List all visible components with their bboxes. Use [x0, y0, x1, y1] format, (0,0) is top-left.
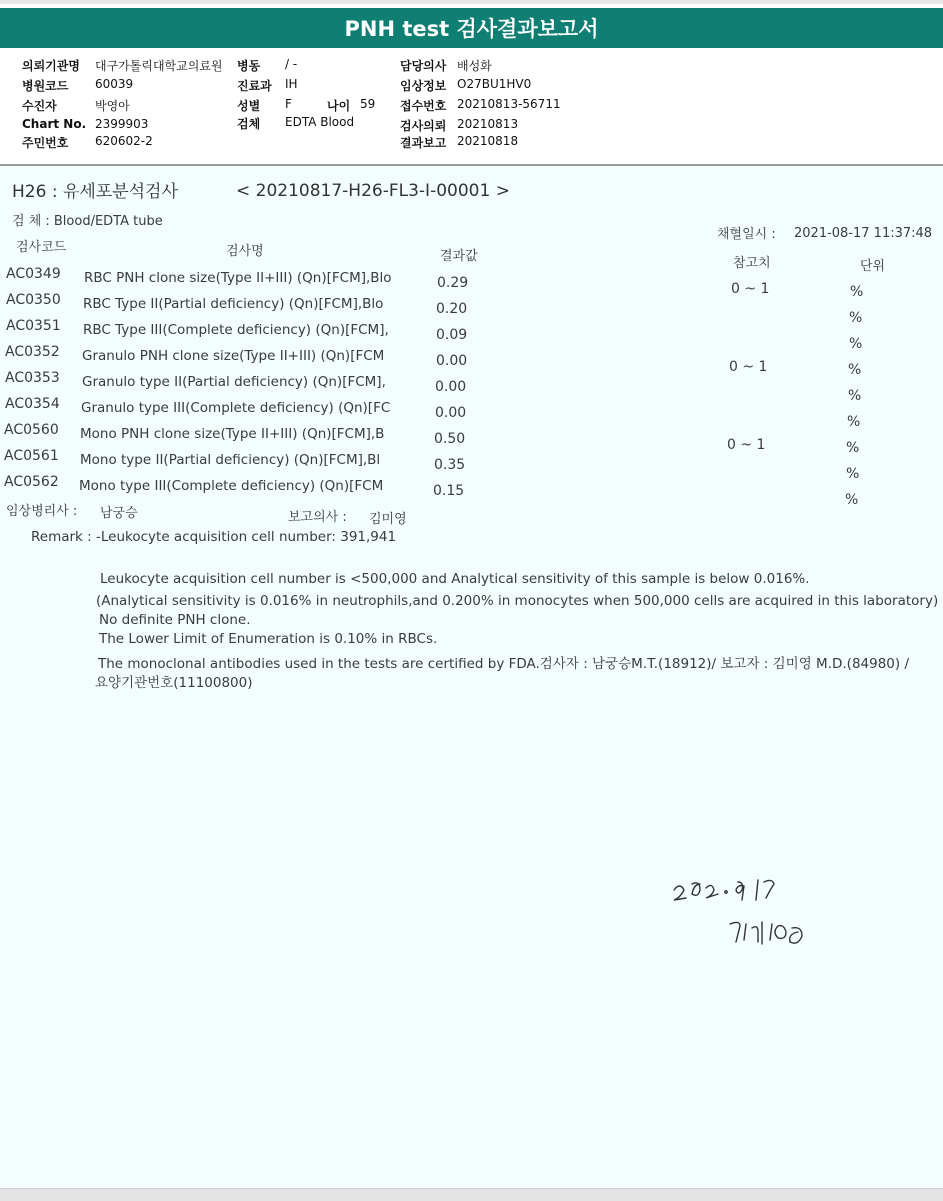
row-ref: 0 ~ 1	[731, 281, 770, 297]
row-result: 0.29	[437, 275, 469, 291]
row-name: RBC Type III(Complete deficiency) (Qn)[FCM],	[83, 322, 389, 338]
age-value: 59	[360, 97, 376, 111]
patient-info-panel	[0, 48, 943, 166]
row-ref: 0 ~ 1	[729, 359, 768, 375]
row-code: AC0353	[5, 370, 60, 386]
code-value: 60039	[95, 77, 134, 91]
age-label: 나이	[327, 99, 351, 113]
sex-label: 성별	[237, 99, 261, 113]
ward-label: 병동	[237, 59, 261, 73]
note-line: (Analytical sensitivity is 0.016% in neutrophils,and 0.200% in monocytes when 500,000 cells are acquired in this laboratory)	[96, 593, 939, 609]
report-number: < 20210817-H26-FL3-I-00001 >	[236, 181, 510, 201]
request-value: 20210813	[457, 117, 519, 131]
note-line: The Lower Limit of Enumeration is 0.10% in RBCs.	[99, 631, 438, 647]
report-date-value: 20210818	[457, 134, 519, 148]
receipt-value: 20210813-56711	[457, 97, 561, 111]
chart-label: Chart No.	[22, 117, 87, 131]
row-unit: %	[846, 466, 860, 482]
name-value: 박영아	[95, 99, 130, 113]
id-label: 주민번호	[22, 136, 69, 150]
row-code: AC0354	[5, 396, 60, 412]
row-name: RBC PNH clone size(Type II+III) (Qn)[FCM],Blo	[84, 270, 392, 286]
row-name: Mono type III(Complete deficiency) (Qn)[FCM	[79, 478, 384, 494]
row-result: 0.09	[436, 327, 468, 343]
specimen-label: 검체	[237, 117, 261, 131]
row-code: AC0349	[6, 266, 61, 282]
request-label: 검사의뢰	[400, 119, 447, 133]
row-code: AC0351	[6, 318, 61, 334]
row-unit: %	[845, 492, 859, 508]
pathologist-name: 남궁승	[100, 506, 138, 521]
doctor-value: 배성화	[457, 59, 492, 73]
row-code: AC0560	[4, 422, 59, 438]
clinical-value: O27BU1HV0	[457, 77, 532, 91]
sex-value: F	[285, 97, 292, 111]
note-line: The monoclonal antibodies used in the tests are certified by FDA.검사자 : 남궁승M.T.(18912)/ 보고자 : 김미영 M.D.(84980) /	[98, 656, 909, 672]
test-group-heading: H26 : 유세포분석검사	[12, 182, 178, 202]
row-result: 0.00	[435, 405, 467, 421]
row-name: RBC Type II(Partial deficiency) (Qn)[FCM],Blo	[83, 296, 384, 312]
receipt-label: 접수번호	[400, 99, 447, 113]
specimen-value: EDTA Blood	[285, 115, 355, 129]
collect-datetime: 2021-08-17 11:37:48	[794, 226, 933, 241]
col-header-code: 검사코드	[16, 240, 67, 255]
note-line: No definite PNH clone.	[99, 612, 251, 628]
col-header-ref: 참고치	[733, 256, 771, 271]
note-line: 요양기관번호(11100800)	[95, 675, 253, 691]
row-unit: %	[848, 388, 862, 404]
dept-value: IH	[285, 77, 298, 91]
row-name: Granulo type II(Partial deficiency) (Qn)[FCM],	[82, 374, 386, 390]
hospital-label: 의뢰기관명	[22, 59, 80, 73]
row-code: AC0352	[5, 344, 60, 360]
row-name: Granulo type III(Complete deficiency) (Qn)[FC	[81, 400, 391, 416]
row-code: AC0562	[4, 474, 59, 490]
col-header-result: 결과값	[440, 249, 478, 264]
doctor-label: 담당의사	[400, 59, 447, 73]
remark-line: Remark : -Leukocyte acquisition cell number: 391,941	[31, 529, 397, 545]
reporter-name: 김미영	[369, 512, 407, 527]
hospital-value: 대구가톨릭대학교의료원	[95, 59, 223, 73]
report-date-label: 결과보고	[400, 136, 447, 150]
chart-value: 2399903	[95, 117, 149, 131]
col-header-name: 검사명	[226, 244, 264, 259]
row-name: Granulo PNH clone size(Type II+III) (Qn)[FCM	[82, 348, 385, 364]
id-value: 620602-2	[95, 134, 153, 148]
row-unit: %	[846, 440, 860, 456]
row-code: AC0561	[4, 448, 59, 464]
scanned-report	[0, 166, 943, 1188]
specimen-line: 검 체 : Blood/EDTA tube	[12, 214, 163, 229]
reporter-label: 보고의사 :	[288, 510, 347, 525]
row-name: Mono PNH clone size(Type II+III) (Qn)[FCM],B	[80, 426, 385, 442]
row-result: 0.35	[434, 457, 466, 473]
row-result: 0.00	[435, 379, 467, 395]
row-result: 0.50	[434, 431, 466, 447]
code-label: 병원코드	[22, 79, 69, 93]
row-result: 0.00	[436, 353, 468, 369]
report-title: PNH test 검사결과보고서	[0, 8, 943, 48]
col-header-unit: 단위	[860, 259, 886, 274]
bottom-border	[0, 1188, 943, 1201]
top-border	[0, 0, 943, 4]
row-name: Mono type II(Partial deficiency) (Qn)[FCM],Bl	[80, 452, 381, 468]
row-unit: %	[850, 284, 864, 300]
row-unit: %	[847, 414, 861, 430]
row-unit: %	[849, 310, 863, 326]
note-line: Leukocyte acquisition cell number is <500,000 and Analytical sensitivity of this sample is below 0.016%.	[100, 571, 810, 587]
row-result: 0.15	[433, 483, 465, 499]
row-code: AC0350	[6, 292, 61, 308]
row-unit: %	[848, 362, 862, 378]
row-ref: 0 ~ 1	[727, 437, 766, 453]
collect-label: 채혈일시 :	[717, 227, 776, 242]
pathologist-label: 임상병리사 :	[6, 504, 78, 519]
row-result: 0.20	[436, 301, 468, 317]
handwritten-signature	[668, 868, 838, 968]
ward-value: / -	[285, 57, 298, 71]
dept-label: 진료과	[237, 79, 272, 93]
clinical-label: 임상정보	[400, 79, 447, 93]
name-label: 수진자	[22, 99, 57, 113]
row-unit: %	[849, 336, 863, 352]
